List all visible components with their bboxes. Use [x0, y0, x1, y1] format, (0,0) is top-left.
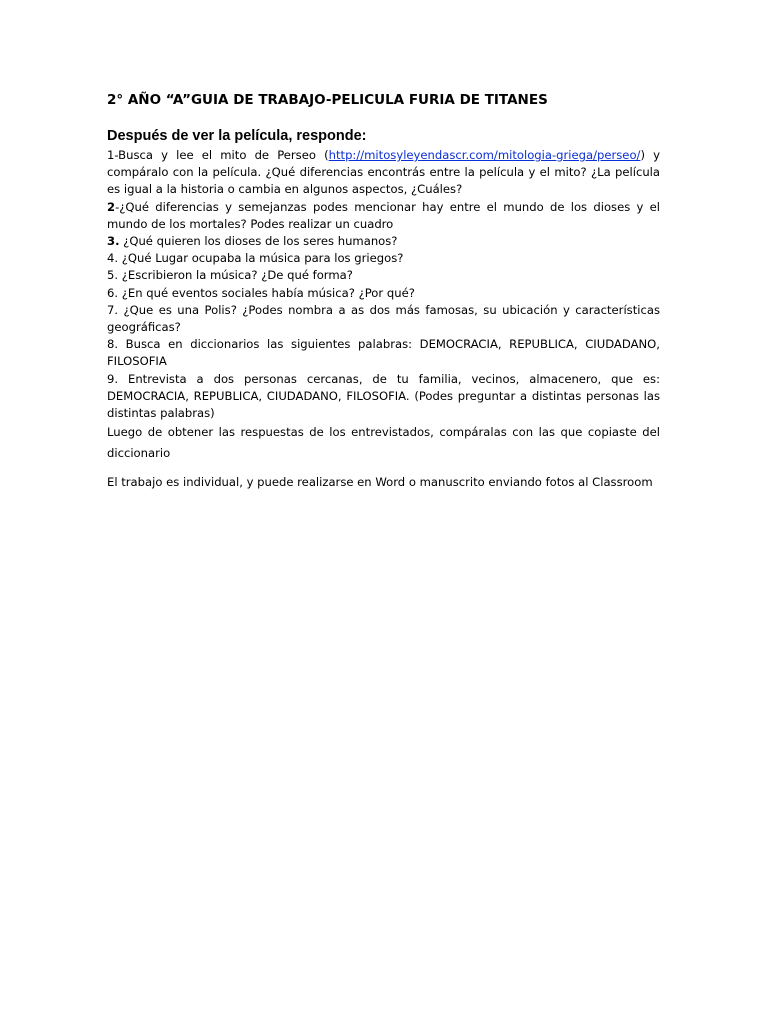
question-3-number: 3. [107, 234, 120, 249]
question-2-text: -¿Qué diferencias y semejanzas podes mencionar hay entre el mundo de los dioses y el mundo de los mortales? Podes realizar un cuadro [107, 199, 660, 231]
perseo-link[interactable]: http://mitosyleyendascr.com/mitologia-griega/perseo/ [328, 148, 641, 162]
question-4: 4. ¿Qué Lugar ocupaba la música para los griegos? [107, 251, 404, 266]
question-6: 6. ¿En qué eventos sociales había música? ¿Por qué? [107, 285, 415, 300]
document-subtitle: Después de ver la película, responde: [107, 128, 367, 144]
question-8: 8. Busca en diccionarios las siguientes palabras: DEMOCRACIA, REPUBLICA, CIUDADANO, FILOSOFIA [107, 337, 660, 369]
question-1-prefix: 1-Busca y lee el mito de Perseo ( [107, 148, 329, 162]
question-7: 7. ¿Que es una Polis? ¿Podes nombra a as dos más famosas, su ubicación y características geográficas? [107, 302, 660, 335]
footer-note: El trabajo es individual, y puede realizarse en Word o manuscrito enviando fotos al Classroom [107, 475, 653, 490]
question-1 [107, 147, 660, 199]
question-3-text: ¿Qué quieren los dioses de los seres humanos? [119, 234, 398, 249]
questions-list [107, 147, 660, 464]
question-5: 5. ¿Escribieron la música? ¿De qué forma? [107, 268, 353, 283]
question-3 [107, 233, 660, 250]
question-2 [107, 199, 660, 233]
closing-instruction: Luego de obtener las respuestas de los entrevistados, compáralas con las que copiaste del diccionario [107, 425, 660, 461]
question-1-suffix: ) y compáralo con la película. ¿Qué diferencias encontrás entre la película y el mito? ¿La película es igual a la historia o cambia en algunos aspectos, ¿Cuáles? [107, 148, 660, 197]
document-title: 2° AÑO “A”GUIA DE TRABAJO-PELICULA FURIA DE TITANES [107, 92, 548, 108]
question-9: 9. Entrevista a dos personas cercanas, de tu familia, vecinos, almacenero, que es: DEMOCRACIA, REPUBLICA, CIUDADANO, FILOSOFIA. (Podes preguntar a distintas personas las distintas palabras) [107, 371, 660, 421]
question-2-number: 2 [107, 199, 116, 214]
document-page [107, 90, 660, 491]
